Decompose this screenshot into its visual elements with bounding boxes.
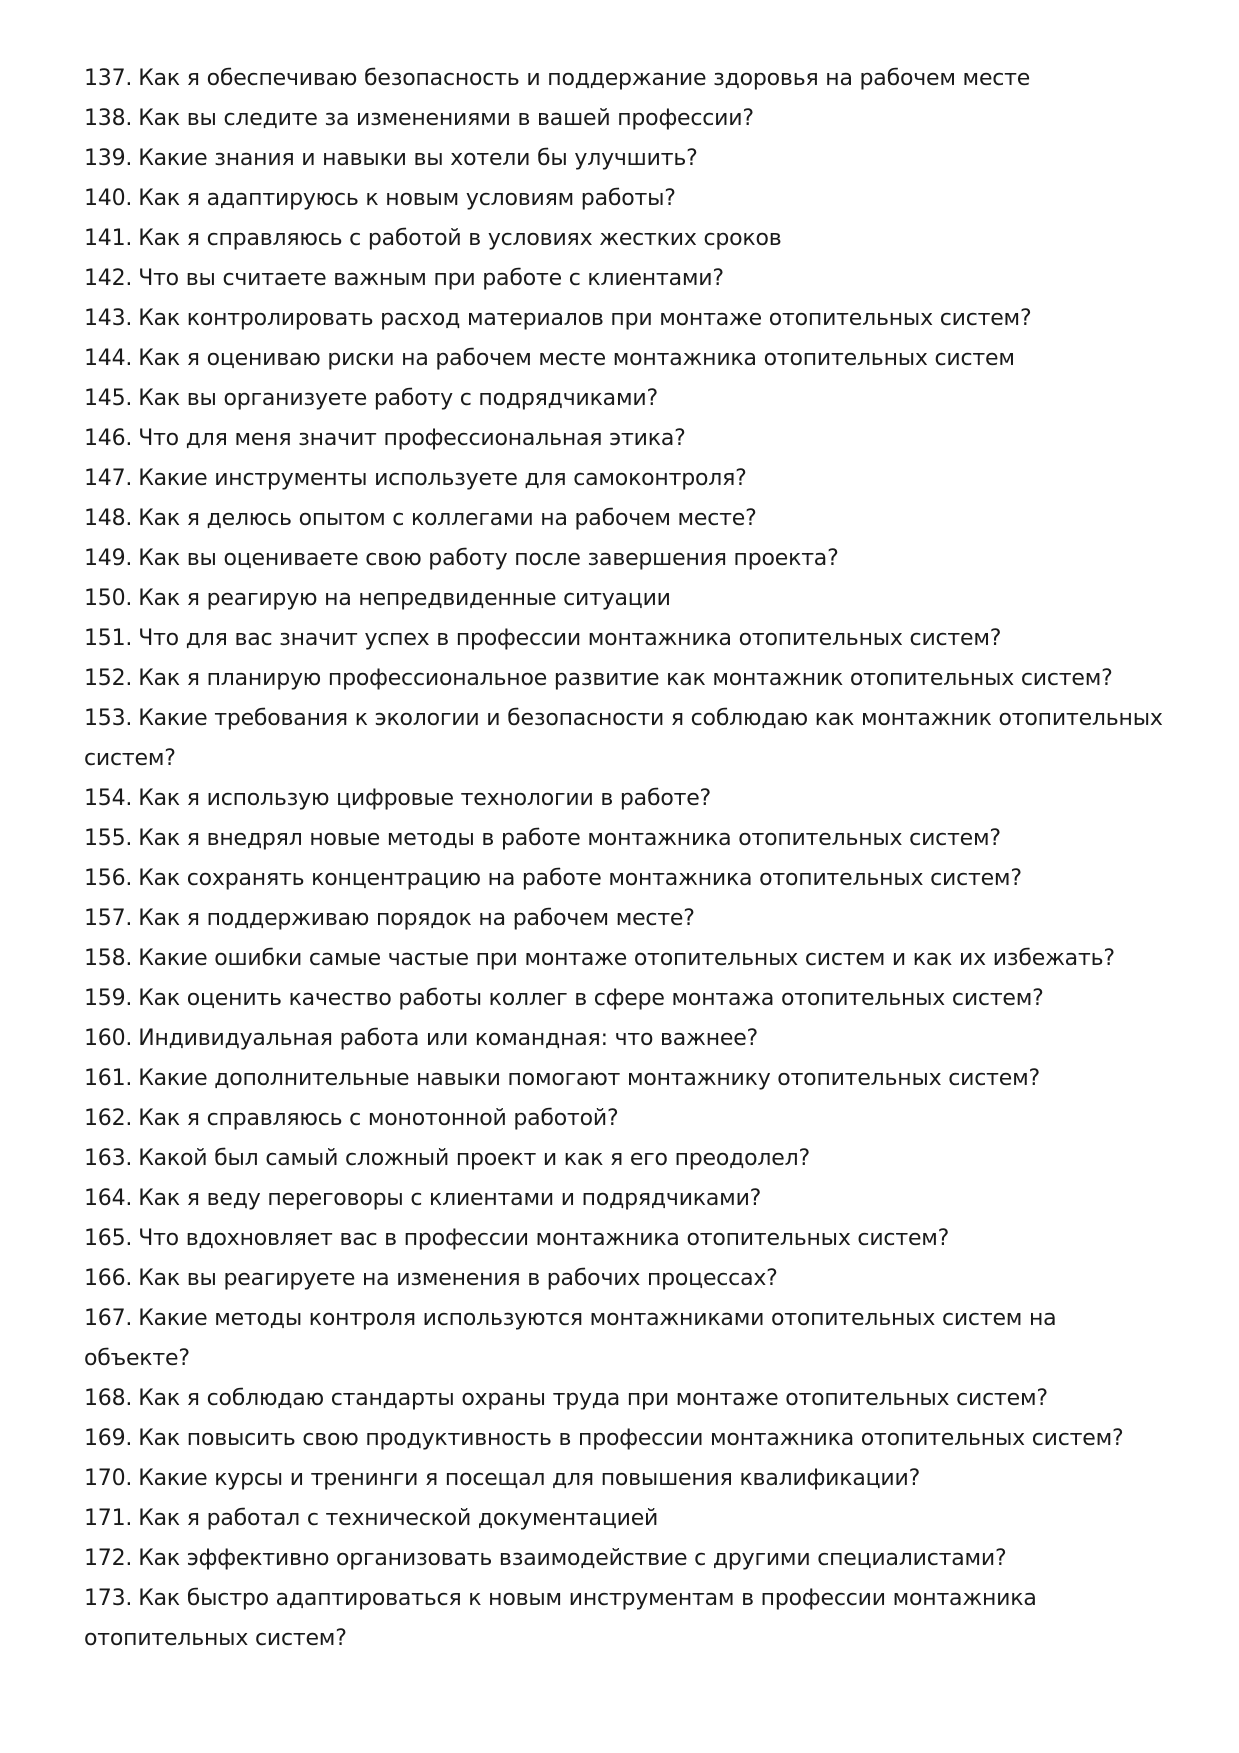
- question-text: Какие дополнительные навыки помогают монтажнику отопительных систем?: [138, 1066, 1040, 1091]
- question-number: 145.: [84, 386, 133, 411]
- question-number: 170.: [84, 1466, 133, 1491]
- question-text: Как я соблюдаю стандарты охраны труда при монтаже отопительных систем?: [138, 1386, 1048, 1411]
- question-item: [84, 979, 1164, 1019]
- question-item: [84, 579, 1164, 619]
- question-text: Как контролировать расход материалов при монтаже отопительных систем?: [138, 306, 1032, 331]
- question-text: Как я поддерживаю порядок на рабочем месте?: [138, 906, 695, 931]
- question-number: 166.: [84, 1266, 133, 1291]
- question-item: [84, 139, 1164, 179]
- question-number: 169.: [84, 1426, 133, 1451]
- question-item: [84, 659, 1164, 699]
- question-number: 142.: [84, 266, 133, 291]
- question-item: [84, 1059, 1164, 1099]
- question-number: 154.: [84, 786, 133, 811]
- question-number: 137.: [84, 66, 133, 91]
- question-item: [84, 1019, 1164, 1059]
- question-text: Как я внедрял новые методы в работе монтажника отопительных систем?: [138, 826, 1001, 851]
- question-item: [84, 1419, 1164, 1459]
- question-item: [84, 379, 1164, 419]
- question-item: [84, 419, 1164, 459]
- question-number: 159.: [84, 986, 133, 1011]
- question-text: Что вы считаете важным при работе с клиентами?: [138, 266, 724, 291]
- question-item: [84, 1499, 1164, 1539]
- question-text: Какие требования к экологии и безопасности я соблюдаю как монтажник отопительных систем?: [84, 706, 1163, 771]
- document-page: [84, 59, 1164, 1659]
- question-text: Как я справляюсь с монотонной работой?: [138, 1106, 619, 1131]
- question-item: [84, 59, 1164, 99]
- question-item: [84, 339, 1164, 379]
- question-text: Как эффективно организовать взаимодействие с другими специалистами?: [138, 1546, 1007, 1571]
- question-item: [84, 1579, 1164, 1659]
- question-number: 152.: [84, 666, 133, 691]
- question-item: [84, 939, 1164, 979]
- question-text: Как вы оцениваете свою работу после завершения проекта?: [138, 546, 839, 571]
- question-number: 155.: [84, 826, 133, 851]
- question-list: [84, 59, 1164, 1659]
- question-number: 156.: [84, 866, 133, 891]
- question-item: [84, 1219, 1164, 1259]
- question-item: [84, 1259, 1164, 1299]
- question-number: 148.: [84, 506, 133, 531]
- question-text: Какие методы контроля используются монтажниками отопительных систем на объекте?: [84, 1306, 1057, 1371]
- question-text: Как вы организуете работу с подрядчиками?: [138, 386, 658, 411]
- question-item: [84, 779, 1164, 819]
- question-text: Как повысить свою продуктивность в профессии монтажника отопительных систем?: [138, 1426, 1124, 1451]
- question-item: [84, 619, 1164, 659]
- question-number: 150.: [84, 586, 133, 611]
- question-number: 161.: [84, 1066, 133, 1091]
- question-text: Как я обеспечиваю безопасность и поддержание здоровья на рабочем месте: [138, 66, 1031, 91]
- question-item: [84, 1539, 1164, 1579]
- question-number: 168.: [84, 1386, 133, 1411]
- question-number: 167.: [84, 1306, 133, 1331]
- question-number: 173.: [84, 1586, 133, 1611]
- question-text: Как сохранять концентрацию на работе монтажника отопительных систем?: [138, 866, 1022, 891]
- question-number: 141.: [84, 226, 133, 251]
- question-item: [84, 99, 1164, 139]
- question-number: 162.: [84, 1106, 133, 1131]
- question-number: 139.: [84, 146, 133, 171]
- question-item: [84, 299, 1164, 339]
- question-text: Какой был самый сложный проект и как я его преодолел?: [138, 1146, 810, 1171]
- question-item: [84, 219, 1164, 259]
- question-item: [84, 459, 1164, 499]
- question-number: 165.: [84, 1226, 133, 1251]
- question-text: Что для вас значит успех в профессии монтажника отопительных систем?: [138, 626, 1002, 651]
- question-number: 164.: [84, 1186, 133, 1211]
- question-item: [84, 259, 1164, 299]
- question-item: [84, 699, 1164, 779]
- question-text: Как я планирую профессиональное развитие как монтажник отопительных систем?: [138, 666, 1113, 691]
- question-text: Как я реагирую на непредвиденные ситуации: [138, 586, 671, 611]
- question-text: Как вы следите за изменениями в вашей профессии?: [138, 106, 754, 131]
- question-number: 172.: [84, 1546, 133, 1571]
- question-text: Как я делюсь опытом с коллегами на рабочем месте?: [138, 506, 757, 531]
- question-number: 157.: [84, 906, 133, 931]
- question-text: Как я использую цифровые технологии в работе?: [138, 786, 712, 811]
- question-number: 146.: [84, 426, 133, 451]
- question-item: [84, 1139, 1164, 1179]
- question-number: 149.: [84, 546, 133, 571]
- question-number: 147.: [84, 466, 133, 491]
- question-text: Как я оцениваю риски на рабочем месте монтажника отопительных систем: [138, 346, 1015, 371]
- question-item: [84, 1459, 1164, 1499]
- question-number: 160.: [84, 1026, 133, 1051]
- question-text: Какие знания и навыки вы хотели бы улучшить?: [138, 146, 698, 171]
- question-text: Индивидуальная работа или командная: что важнее?: [138, 1026, 759, 1051]
- question-item: [84, 859, 1164, 899]
- question-text: Как я справляюсь с работой в условиях жестких сроков: [138, 226, 782, 251]
- question-number: 140.: [84, 186, 133, 211]
- question-text: Какие курсы и тренинги я посещал для повышения квалификации?: [138, 1466, 921, 1491]
- question-item: [84, 1099, 1164, 1139]
- question-number: 143.: [84, 306, 133, 331]
- question-number: 153.: [84, 706, 133, 731]
- question-number: 138.: [84, 106, 133, 131]
- question-item: [84, 899, 1164, 939]
- question-item: [84, 1379, 1164, 1419]
- question-number: 144.: [84, 346, 133, 371]
- question-number: 151.: [84, 626, 133, 651]
- question-text: Как я веду переговоры с клиентами и подрядчиками?: [138, 1186, 762, 1211]
- question-number: 171.: [84, 1506, 133, 1531]
- question-text: Какие инструменты используете для самоконтроля?: [138, 466, 747, 491]
- question-item: [84, 179, 1164, 219]
- question-number: 158.: [84, 946, 133, 971]
- question-text: Что для меня значит профессиональная этика?: [138, 426, 686, 451]
- question-item: [84, 1299, 1164, 1379]
- question-text: Как вы реагируете на изменения в рабочих процессах?: [138, 1266, 778, 1291]
- question-item: [84, 499, 1164, 539]
- question-text: Как оценить качество работы коллег в сфере монтажа отопительных систем?: [138, 986, 1044, 1011]
- question-text: Как я работал с технической документацией: [138, 1506, 659, 1531]
- question-text: Какие ошибки самые частые при монтаже отопительных систем и как их избежать?: [138, 946, 1115, 971]
- question-text: Как быстро адаптироваться к новым инструментам в профессии монтажника отопительных систем?: [84, 1586, 1037, 1651]
- question-item: [84, 819, 1164, 859]
- question-item: [84, 539, 1164, 579]
- question-text: Как я адаптируюсь к новым условиям работы?: [138, 186, 676, 211]
- question-number: 163.: [84, 1146, 133, 1171]
- question-item: [84, 1179, 1164, 1219]
- question-text: Что вдохновляет вас в профессии монтажника отопительных систем?: [138, 1226, 950, 1251]
